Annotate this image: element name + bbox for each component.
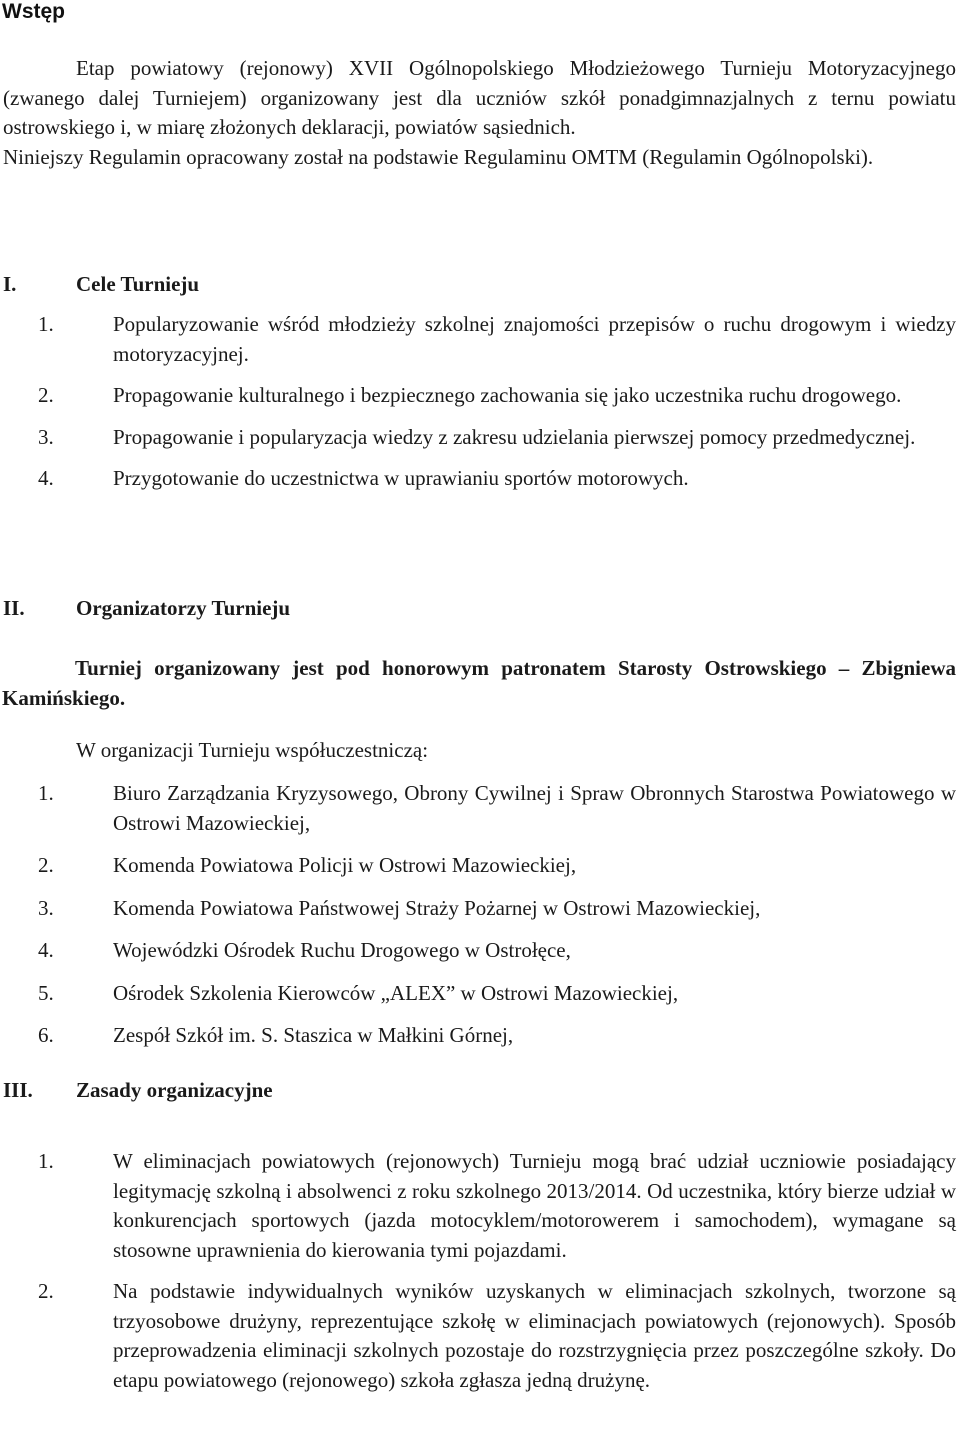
- list-item-text: Komenda Powiatowa Państwowej Straży Pożarnej w Ostrowi Mazowieckiej,: [113, 895, 761, 920]
- section-2-list: [38, 779, 956, 1051]
- list-item-text: W eliminacjach powiatowych (rejonowych) Turnieju mogą brać udział uczniowie posiadający legitymację szkolną i absolwenci z roku szkolnego 2013/2014. Od uczestnika, który bierze udział w konkurencjach sportowych (jazda motocyklem/motorowerem i samochodem), wymagane są stosowne uprawnienia do kierowania tymi pojazdami.: [113, 1149, 956, 1262]
- list-item: [38, 894, 956, 924]
- list-item-number: 4.: [38, 466, 54, 490]
- list-item-number: 1.: [38, 312, 54, 336]
- list-item: [38, 381, 956, 411]
- list-item-number: 2.: [38, 853, 54, 877]
- list-item-text: Zespół Szkół im. S. Staszica w Małkini Górnej,: [113, 1023, 514, 1047]
- list-item-text: Przygotowanie do uczestnictwa w uprawianiu sportów motorowych.: [113, 466, 689, 490]
- intro-section: [3, 54, 956, 172]
- patronage-paragraph: [2, 654, 956, 713]
- list-item-text: Propagowanie kulturalnego i bezpiecznego zachowania się jako uczestnika ruchu drogowego.: [113, 383, 902, 407]
- list-item: [38, 1277, 956, 1395]
- list-item-text: Wojewódzki Ośrodek Ruchu Drogowego w Ostrołęce,: [113, 938, 571, 962]
- list-item-number: 5.: [38, 980, 54, 1005]
- list-item-number: 3.: [38, 424, 54, 449]
- section-1-list: [38, 310, 956, 494]
- list-item-text: Propagowanie i popularyzacja wiedzy z zakresu udzielania pierwszej pomocy przedmedycznej.: [113, 424, 916, 449]
- list-item-text: Ośrodek Szkolenia Kierowców „ALEX” w Ostrowi Mazowieckiej,: [113, 980, 679, 1005]
- section-2-title: Organizatorzy Turnieju: [76, 596, 291, 620]
- list-item-number: 2.: [38, 1279, 54, 1303]
- co-organizers-intro: W organizacji Turnieju współuczestniczą:: [76, 738, 429, 762]
- patronage-text: Turniej organizowany jest pod honorowym patronatem Starosty Ostrowskiego – Zbigniewa Kamińskiego.: [2, 656, 956, 710]
- list-item-number: 6.: [38, 1023, 54, 1047]
- list-item: [38, 1147, 956, 1265]
- section-2-number: II.: [3, 596, 25, 620]
- list-item: [38, 779, 956, 838]
- section-1-title: Cele Turnieju: [76, 272, 200, 296]
- intro-paragraph-2: Niniejszy Regulamin opracowany został na podstawie Regulaminu OMTM (Regulamin Ogólnopolski).: [3, 144, 874, 169]
- list-item: [38, 979, 956, 1009]
- list-item: [38, 423, 956, 453]
- list-item-number: 2.: [38, 383, 54, 407]
- list-item: [38, 1021, 956, 1051]
- intro-paragraph-1: Etap powiatowy (rejonowy) XVII Ogólnopolskiego Młodzieżowego Turnieju Motoryzacyjnego (zwanego dalej Turniejem) organizowany jest dla uczniów szkół ponadgimnazjalnych z ternu powiatu ostrowskiego i, w miarę złożonych deklaracji, powiatów sąsiednich.: [3, 56, 956, 139]
- list-item-text: Popularyzowanie wśród młodzieży szkolnej znajomości przepisów o ruchu drogowym i wiedzy motoryzacyjnej.: [113, 312, 956, 366]
- heading-wstep: Wstęp: [2, 0, 65, 23]
- list-item: [38, 936, 956, 966]
- list-item-text: Komenda Powiatowa Policji w Ostrowi Mazowieckiej,: [113, 853, 577, 877]
- list-item: [38, 464, 956, 494]
- list-item-number: 3.: [38, 895, 54, 920]
- list-item-text: Biuro Zarządzania Kryzysowego, Obrony Cywilnej i Spraw Obronnych Starostwa Powiatowego w Ostrowi Mazowieckiej,: [113, 781, 956, 835]
- list-item: [38, 310, 956, 369]
- list-item-text: Na podstawie indywidualnych wyników uzyskanych w eliminacjach szkolnych, tworzone są trzyosobowe drużyny, reprezentujące szkołę w eliminacjach powiatowych (rejonowych). Sposób przeprowadzenia eliminacji szkolnych pozostaje do rozstrzygnięcia przez poszczególne szkoły. Do etapu powiatowego (rejonowego) szkoła zgłasza jedną drużynę.: [113, 1279, 956, 1392]
- section-1-number: I.: [3, 272, 17, 296]
- list-item: [38, 851, 956, 881]
- list-item-number: 1.: [38, 1149, 54, 1173]
- section-3-number: III.: [3, 1078, 33, 1102]
- list-item-number: 1.: [38, 781, 54, 805]
- section-3-title: Zasady organizacyjne: [76, 1078, 273, 1102]
- section-3-list: [38, 1147, 956, 1395]
- list-item-number: 4.: [38, 938, 54, 962]
